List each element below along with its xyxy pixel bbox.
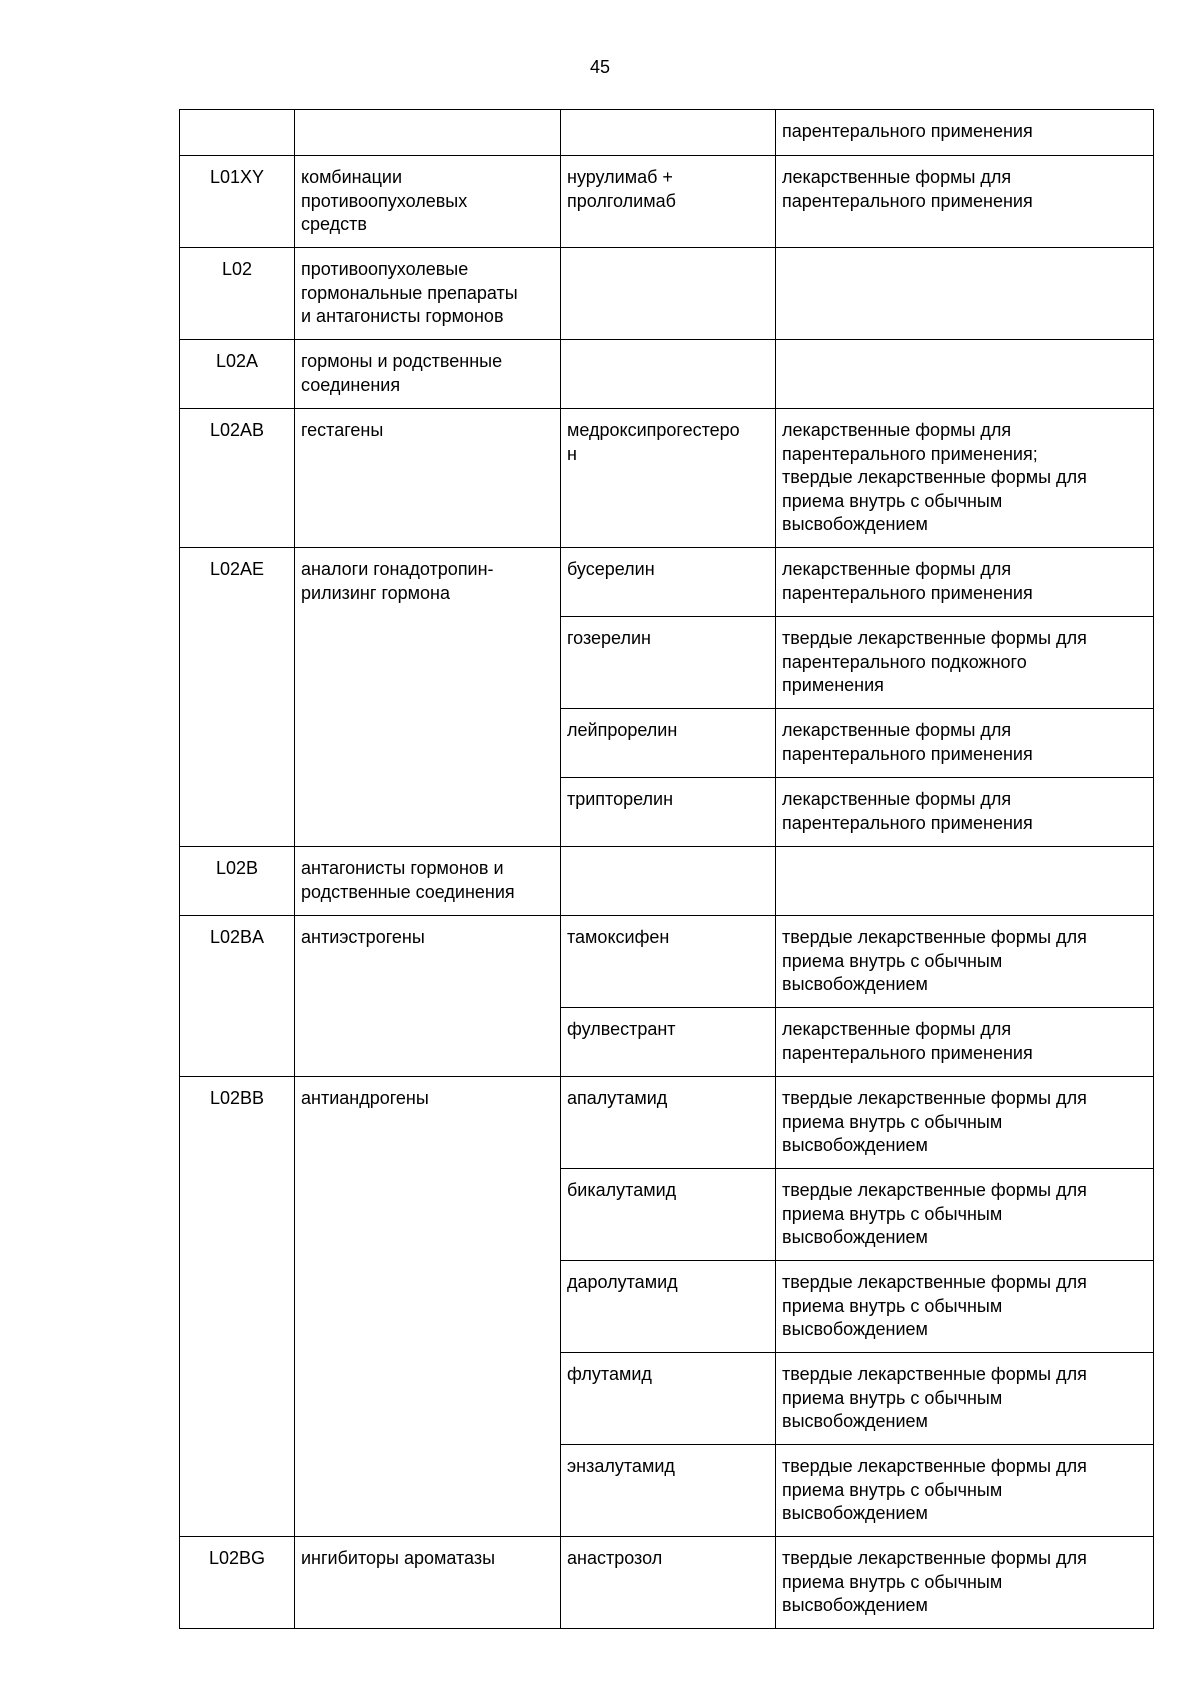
form-cell bbox=[776, 847, 1154, 916]
drug-cell bbox=[561, 340, 776, 409]
form-cell: лекарственные формы для парентерального применения bbox=[776, 156, 1154, 248]
form-cell: твердые лекарственные формы для приема внутрь с обычным высвобождением bbox=[776, 1077, 1154, 1169]
group-cell: гестагены bbox=[295, 409, 561, 548]
form-cell: парентерального применения bbox=[776, 110, 1154, 156]
atc-code-cell: L02AE bbox=[180, 548, 295, 847]
page-number: 45 bbox=[589, 57, 611, 77]
form-cell: твердые лекарственные формы для приема внутрь с обычным высвобождением bbox=[776, 1537, 1154, 1629]
form-cell: лекарственные формы для парентерального применения; твердые лекарственные формы для приема внутрь с обычным высвобождением bbox=[776, 409, 1154, 548]
table-row bbox=[180, 548, 1154, 617]
drug-cell: трипторелин bbox=[561, 778, 776, 847]
form-cell: твердые лекарственные формы для парентерального подкожного применения bbox=[776, 617, 1154, 709]
drug-cell: энзалутамид bbox=[561, 1445, 776, 1537]
atc-code-cell: L02BA bbox=[180, 916, 295, 1077]
form-cell: твердые лекарственные формы для приема внутрь с обычным высвобождением bbox=[776, 916, 1154, 1008]
group-cell: противоопухолевые гормональные препараты и антагонисты гормонов bbox=[295, 248, 561, 340]
form-cell bbox=[776, 248, 1154, 340]
drug-cell: флутамид bbox=[561, 1353, 776, 1445]
drug-cell bbox=[561, 110, 776, 156]
group-cell: антиандрогены bbox=[295, 1077, 561, 1537]
drug-cell: лейпрорелин bbox=[561, 709, 776, 778]
table-row bbox=[180, 248, 1154, 340]
atc-code-cell: L02 bbox=[180, 248, 295, 340]
group-cell: гормоны и родственные соединения bbox=[295, 340, 561, 409]
table-row bbox=[180, 156, 1154, 248]
atc-code-cell: L02BB bbox=[180, 1077, 295, 1537]
table-row bbox=[180, 1077, 1154, 1169]
table-row bbox=[180, 1537, 1154, 1629]
atc-code-cell: L02B bbox=[180, 847, 295, 916]
atc-code-cell: L02A bbox=[180, 340, 295, 409]
drug-cell: тамоксифен bbox=[561, 916, 776, 1008]
drug-cell: нурулимаб + пролголимаб bbox=[561, 156, 776, 248]
group-cell: антиэстрогены bbox=[295, 916, 561, 1077]
form-cell: твердые лекарственные формы для приема внутрь с обычным высвобождением bbox=[776, 1353, 1154, 1445]
form-cell: твердые лекарственные формы для приема внутрь с обычным высвобождением bbox=[776, 1261, 1154, 1353]
drug-cell bbox=[561, 847, 776, 916]
group-cell: комбинации противоопухолевых средств bbox=[295, 156, 561, 248]
form-cell: лекарственные формы для парентерального применения bbox=[776, 1008, 1154, 1077]
atc-code-cell: L02AB bbox=[180, 409, 295, 548]
group-cell: аналоги гонадотропин- рилизинг гормона bbox=[295, 548, 561, 847]
drug-cell: медроксипрогестеро н bbox=[561, 409, 776, 548]
drug-cell: бусерелин bbox=[561, 548, 776, 617]
drug-cell: фулвестрант bbox=[561, 1008, 776, 1077]
table-row bbox=[180, 847, 1154, 916]
group-cell: ингибиторы ароматазы bbox=[295, 1537, 561, 1629]
drug-cell bbox=[561, 248, 776, 340]
form-cell: лекарственные формы для парентерального применения bbox=[776, 709, 1154, 778]
form-cell: лекарственные формы для парентерального применения bbox=[776, 548, 1154, 617]
drug-table bbox=[179, 109, 1154, 1629]
form-cell: твердые лекарственные формы для приема внутрь с обычным высвобождением bbox=[776, 1169, 1154, 1261]
atc-code-cell: L02BG bbox=[180, 1537, 295, 1629]
group-cell: антагонисты гормонов и родственные соединения bbox=[295, 847, 561, 916]
drug-cell: даролутамид bbox=[561, 1261, 776, 1353]
atc-code-cell: L01XY bbox=[180, 156, 295, 248]
group-cell bbox=[295, 110, 561, 156]
form-cell: лекарственные формы для парентерального применения bbox=[776, 778, 1154, 847]
form-cell bbox=[776, 340, 1154, 409]
drug-cell: бикалутамид bbox=[561, 1169, 776, 1261]
table-row bbox=[180, 340, 1154, 409]
drug-cell: апалутамид bbox=[561, 1077, 776, 1169]
form-cell: твердые лекарственные формы для приема внутрь с обычным высвобождением bbox=[776, 1445, 1154, 1537]
drug-cell: гозерелин bbox=[561, 617, 776, 709]
atc-code-cell bbox=[180, 110, 295, 156]
table-row bbox=[180, 409, 1154, 548]
table-row bbox=[180, 110, 1154, 156]
table-row bbox=[180, 916, 1154, 1008]
drug-cell: анастрозол bbox=[561, 1537, 776, 1629]
